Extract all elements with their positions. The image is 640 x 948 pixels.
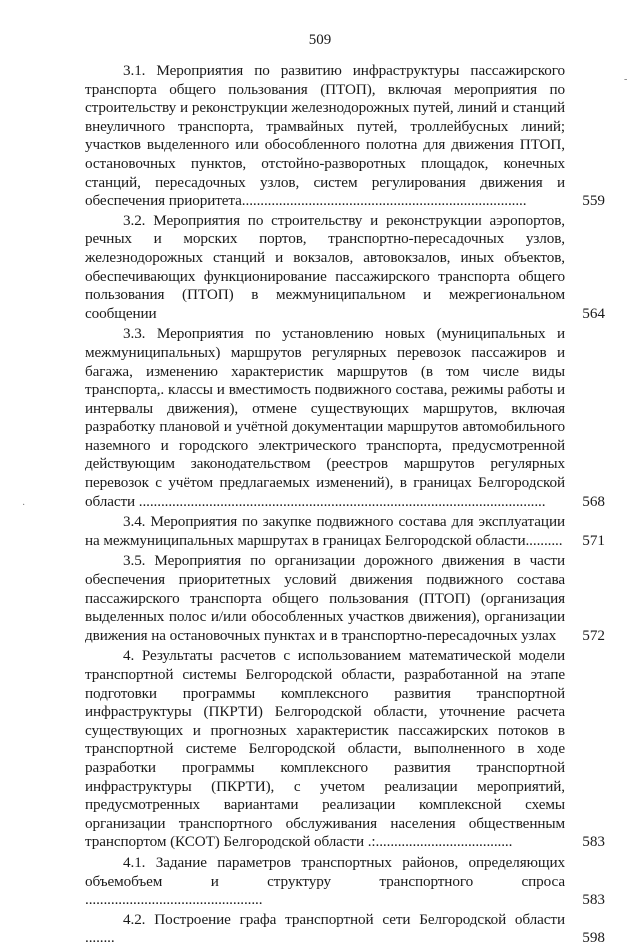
- toc-entry-3-1[interactable]: [85, 62, 605, 211]
- toc-entry-3-2[interactable]: [85, 212, 605, 324]
- toc-entry-4-2[interactable]: [85, 911, 605, 948]
- toc-entry-4-1[interactable]: [85, 854, 605, 910]
- toc-entry-text: 3.5. Мероприятия по организации дорожного движения в части обеспечения приоритетных условий движения подвижного состава пассажирского транспорта общего пользования (ПТОП) (организация выделенных полос и/или обособленных участков движения), организации движения на остановочных пунктах и в транспортно-пересадочных узлах: [85, 552, 565, 644]
- toc-entry-page: 559: [582, 192, 605, 210]
- toc-entry-page: 598: [582, 929, 605, 947]
- toc-entry-text: 4.2. Построение графа транспортной сети Белгородской области ........: [85, 910, 565, 947]
- toc-entry-text: 3.4. Мероприятия по закупке подвижного состава для эксплуатации на межмуниципальных маршрутах в границах Белгородской области..........: [85, 513, 565, 549]
- toc-entry-page: 572: [582, 626, 605, 644]
- toc-entry-page: 568: [582, 492, 605, 510]
- toc-entry-3-3[interactable]: [85, 325, 605, 511]
- toc-entry-page: 583: [582, 833, 605, 851]
- toc-entry-3-5[interactable]: [85, 552, 605, 645]
- toc-entry-text: 3.1. Мероприятия по развитию инфраструктуры пассажирского транспорта общего пользования (ПТОП), включая мероприятия по строительству и реконструкции железнодорожных путей, линий и станций внеуличного транспорта, трамвайных путей, троллейбусных линий; участков выделенного или обособленного полотна для движения ПТОП, остановочных пунктов, отстойно-разворотных площадок, конечных станций, пересадочных узлов, систем регулирования движения и обеспечения приоритета.............................................................................: [85, 62, 565, 210]
- toc-entry-page: 571: [582, 531, 605, 549]
- table-of-contents: [85, 62, 605, 948]
- toc-entry-text: 3.2. Мероприятия по строительству и реконструкции аэропортов, речных и морских портов, транспортно-пересадочных узлов, железнодорожных станций и вокзалов, автовокзалов, иных объектов, обеспечивающих функционирование пассажирского транспорта общего пользования (ПТОП) в межмуниципальном и межрегиональном сообщении: [85, 211, 565, 322]
- page-number: 509: [308, 32, 332, 48]
- toc-entry-page: 583: [582, 891, 605, 909]
- toc-entry-4[interactable]: [85, 647, 605, 852]
- scan-mark: -: [624, 74, 628, 85]
- toc-entry-page: 564: [582, 304, 605, 322]
- toc-entry-text: 4.1. Задание параметров транспортных районов, определяющих объемобъем и структуру транспортного спроса ................................................: [85, 853, 565, 909]
- toc-entry-text: 4. Результаты расчетов с использованием математической модели транспортной системы Белгородской области, разработанной на этапе подготовки программы комплексного развития транспортной инфраструктуры (ПКРТИ) Белгородской области, уточнение расчета существующих и прогнозных характеристик пассажирских потоков в транспортной системе Белгородской области, выполненного в ходе разработки программы комплексного развития транспортной инфраструктуры (ПКРТИ), с учетом реализации мероприятий, предусмотренных вариантами реализации комплексной схемы организации транспортного обслуживания населения общественным транспортом (КСОТ) Белгородской области .:.....................................: [85, 647, 565, 851]
- toc-entry-3-4[interactable]: [85, 513, 605, 550]
- toc-entry-text: 3.3. Мероприятия по установлению новых (муниципальных и межмуниципальных) маршрутов регулярных перевозок пассажиров и багажа, изменению характеристик маршрутов (в том числе виды транспорта,. классы и вместимость подвижного состава, режимы работы и интервалы движения), отмене существующих маршрутов, включая разработку плановой и учётной документации маршрутов автомобильного наземного и городского электрического транспорта, предусмотренной действующим законодательством (реестров маршрутов регулярных перевозок с учётом предлагаемых изменений), в границах Белгородской области ..............................................................................................................: [85, 325, 565, 510]
- scan-mark: ·: [22, 500, 26, 511]
